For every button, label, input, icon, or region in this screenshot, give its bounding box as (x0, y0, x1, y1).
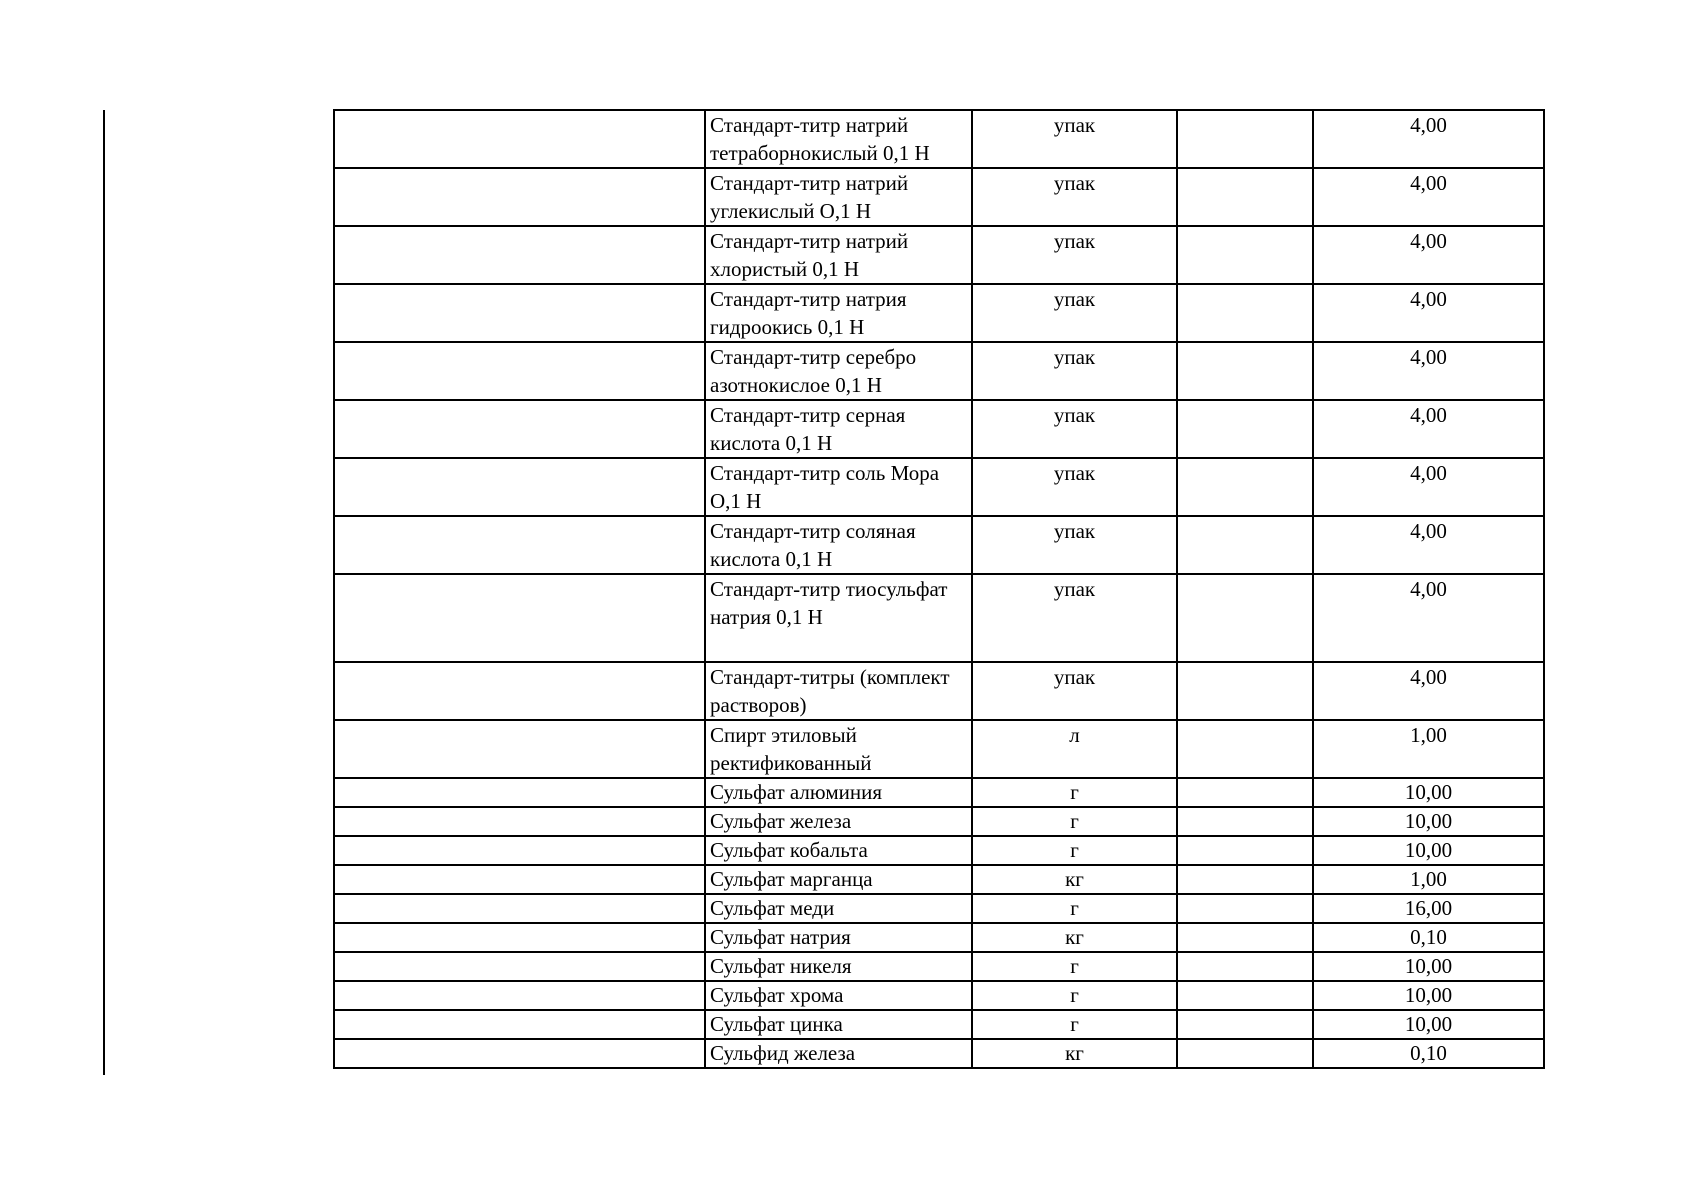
unit-cell: г (972, 894, 1177, 923)
item-name-cell: Сульфат цинка (705, 1010, 972, 1039)
empty-cell (334, 458, 705, 516)
empty-cell (334, 284, 705, 342)
empty-cell (1177, 720, 1313, 778)
item-name-cell: Стандарт-титр натрий тетраборнокислый 0,1 Н (705, 110, 972, 168)
empty-cell (1177, 1039, 1313, 1068)
table-row (334, 807, 1544, 836)
empty-cell (334, 342, 705, 400)
empty-cell (334, 807, 705, 836)
empty-cell (334, 110, 705, 168)
unit-cell: упак (972, 574, 1177, 662)
empty-cell (334, 662, 705, 720)
item-name-cell: Стандарт-титр тиосульфат натрия 0,1 Н (705, 574, 972, 662)
unit-cell: г (972, 807, 1177, 836)
unit-cell: упак (972, 400, 1177, 458)
table-row (334, 1039, 1544, 1068)
empty-cell (334, 1039, 705, 1068)
item-name-cell: Стандарт-титр серебро азотнокислое 0,1 Н (705, 342, 972, 400)
empty-cell (1177, 458, 1313, 516)
empty-cell (1177, 807, 1313, 836)
table-row (334, 574, 1544, 662)
unit-cell: кг (972, 865, 1177, 894)
unit-cell: г (972, 981, 1177, 1010)
unit-cell: л (972, 720, 1177, 778)
quantity-cell: 4,00 (1313, 342, 1544, 400)
item-name-cell: Стандарт-титр серная кислота 0,1 Н (705, 400, 972, 458)
unit-cell: г (972, 1010, 1177, 1039)
item-name-cell: Сульфид железа (705, 1039, 972, 1068)
empty-cell (1177, 952, 1313, 981)
quantity-cell: 4,00 (1313, 226, 1544, 284)
table-row (334, 836, 1544, 865)
item-name-cell: Сульфат алюминия (705, 778, 972, 807)
quantity-cell: 4,00 (1313, 400, 1544, 458)
table-row (334, 952, 1544, 981)
empty-cell (1177, 778, 1313, 807)
empty-cell (1177, 923, 1313, 952)
quantity-cell: 4,00 (1313, 662, 1544, 720)
unit-cell: г (972, 952, 1177, 981)
item-name-cell: Сульфат кобальта (705, 836, 972, 865)
empty-cell (1177, 981, 1313, 1010)
quantity-cell: 10,00 (1313, 981, 1544, 1010)
item-name-cell: Спирт этиловый ректификованный (705, 720, 972, 778)
empty-cell (1177, 1010, 1313, 1039)
item-name-cell: Стандарт-титр натрий углекислый О,1 Н (705, 168, 972, 226)
table-row (334, 981, 1544, 1010)
item-name-cell: Сульфат натрия (705, 923, 972, 952)
table-row (334, 1010, 1544, 1039)
item-name-cell: Сульфат меди (705, 894, 972, 923)
unit-cell: упак (972, 516, 1177, 574)
reagents-table-body (334, 110, 1544, 1068)
empty-cell (334, 574, 705, 662)
quantity-cell: 4,00 (1313, 458, 1544, 516)
item-name-cell: Стандарт-титр соляная кислота 0,1 Н (705, 516, 972, 574)
item-name-cell: Сульфат железа (705, 807, 972, 836)
empty-cell (1177, 110, 1313, 168)
item-name-cell: Стандарт-титр соль Мора О,1 Н (705, 458, 972, 516)
quantity-cell: 1,00 (1313, 865, 1544, 894)
empty-cell (334, 836, 705, 865)
empty-cell (334, 168, 705, 226)
empty-cell (334, 400, 705, 458)
table-row (334, 894, 1544, 923)
table-row (334, 342, 1544, 400)
left-margin-rule (103, 110, 105, 1075)
empty-cell (334, 778, 705, 807)
unit-cell: упак (972, 342, 1177, 400)
quantity-cell: 4,00 (1313, 574, 1544, 662)
table-row (334, 662, 1544, 720)
quantity-cell: 10,00 (1313, 952, 1544, 981)
table-row (334, 720, 1544, 778)
quantity-cell: 4,00 (1313, 284, 1544, 342)
empty-cell (334, 226, 705, 284)
item-name-cell: Стандарт-титры (комплект растворов) (705, 662, 972, 720)
empty-cell (334, 923, 705, 952)
empty-cell (1177, 284, 1313, 342)
table-row (334, 400, 1544, 458)
item-name-cell: Сульфат никеля (705, 952, 972, 981)
empty-cell (1177, 342, 1313, 400)
empty-cell (334, 516, 705, 574)
empty-cell (334, 952, 705, 981)
table-row (334, 923, 1544, 952)
quantity-cell: 10,00 (1313, 836, 1544, 865)
unit-cell: г (972, 836, 1177, 865)
empty-cell (1177, 894, 1313, 923)
table-row (334, 284, 1544, 342)
table-row (334, 516, 1544, 574)
table-row (334, 865, 1544, 894)
unit-cell: упак (972, 110, 1177, 168)
empty-cell (1177, 400, 1313, 458)
item-name-cell: Сульфат марганца (705, 865, 972, 894)
item-name-cell: Стандарт-титр натрий хлористый 0,1 Н (705, 226, 972, 284)
empty-cell (334, 720, 705, 778)
quantity-cell: 10,00 (1313, 1010, 1544, 1039)
quantity-cell: 10,00 (1313, 807, 1544, 836)
quantity-cell: 4,00 (1313, 516, 1544, 574)
empty-cell (1177, 168, 1313, 226)
empty-cell (334, 1010, 705, 1039)
empty-cell (334, 865, 705, 894)
empty-cell (1177, 574, 1313, 662)
empty-cell (334, 981, 705, 1010)
reagents-table (333, 109, 1545, 1069)
quantity-cell: 1,00 (1313, 720, 1544, 778)
unit-cell: упак (972, 226, 1177, 284)
unit-cell: кг (972, 1039, 1177, 1068)
quantity-cell: 4,00 (1313, 110, 1544, 168)
unit-cell: упак (972, 458, 1177, 516)
empty-cell (1177, 836, 1313, 865)
empty-cell (334, 894, 705, 923)
unit-cell: упак (972, 168, 1177, 226)
empty-cell (1177, 662, 1313, 720)
quantity-cell: 0,10 (1313, 923, 1544, 952)
unit-cell: кг (972, 923, 1177, 952)
empty-cell (1177, 226, 1313, 284)
table-row (334, 458, 1544, 516)
table-row (334, 226, 1544, 284)
empty-cell (1177, 865, 1313, 894)
unit-cell: г (972, 778, 1177, 807)
table-row (334, 778, 1544, 807)
quantity-cell: 0,10 (1313, 1039, 1544, 1068)
quantity-cell: 16,00 (1313, 894, 1544, 923)
item-name-cell: Стандарт-титр натрия гидроокись 0,1 Н (705, 284, 972, 342)
unit-cell: упак (972, 662, 1177, 720)
quantity-cell: 10,00 (1313, 778, 1544, 807)
table-row (334, 168, 1544, 226)
empty-cell (1177, 516, 1313, 574)
unit-cell: упак (972, 284, 1177, 342)
item-name-cell: Сульфат хрома (705, 981, 972, 1010)
quantity-cell: 4,00 (1313, 168, 1544, 226)
table-row (334, 110, 1544, 168)
